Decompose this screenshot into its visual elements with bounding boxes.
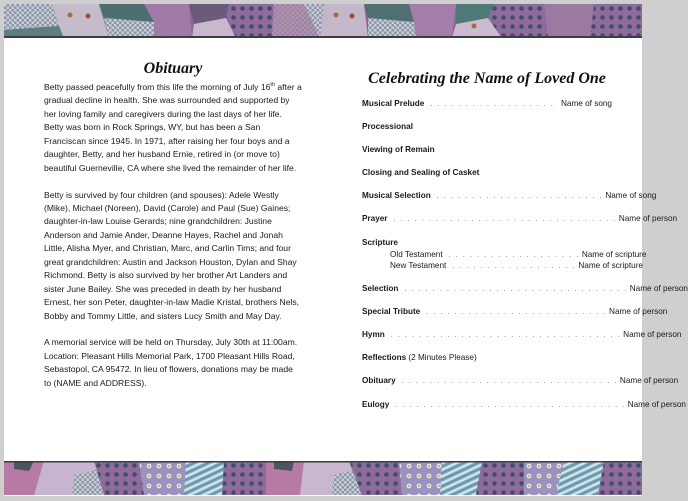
- item-label: Musical Selection: [362, 191, 431, 201]
- item-label: Scripture: [362, 237, 398, 247]
- item-value: Name of person: [627, 399, 686, 409]
- sub-item-value: Name of scripture: [578, 260, 643, 270]
- quilt-pattern-bottom: [4, 461, 642, 495]
- sub-item-label: New Testament: [390, 260, 447, 270]
- item-label: Reflections: [362, 353, 407, 363]
- item-label: Special Tribute: [362, 307, 421, 317]
- item-value: Name of person: [629, 284, 688, 294]
- item-value: Name of person: [623, 330, 682, 340]
- item-label: Viewing of Remain: [362, 145, 435, 155]
- item-label: Prayer: [362, 214, 388, 224]
- leader-dots: . . . . . . . . . . . . . . . . . .: [452, 262, 577, 270]
- program-item-musical-prelude: [362, 98, 612, 110]
- leader-dots: . . . . . . . . . . . . . . . . . . . . . . . . . . . . . . . .: [404, 286, 628, 294]
- program-item-eulogy: [362, 399, 686, 411]
- order-of-service: [362, 70, 688, 422]
- program-item-viewing: [362, 144, 612, 156]
- leader-dots: . . . . . . . . . . . . . . . . . . .: [448, 251, 580, 259]
- leader-dots: . . . . . . . . . . . . . . . . . . . . . . . . . . . . . . . . .: [395, 401, 626, 409]
- program-item-hymn: [362, 329, 682, 341]
- program-item-closing-casket: [362, 167, 612, 179]
- item-value: Name of song: [605, 191, 657, 201]
- item-value: Name of person: [609, 307, 668, 317]
- quilt-tile-group: [4, 461, 642, 495]
- sub-item-value: Name of scripture: [581, 249, 647, 259]
- item-label: Musical Prelude: [362, 99, 425, 108]
- leader-dots: . . . . . . . . . . . . . . . . . .: [430, 101, 555, 108]
- program-item-musical-selection: [362, 190, 657, 202]
- obituary-section: [44, 60, 302, 404]
- obituary-title: Obituary: [143, 60, 203, 77]
- leader-dots: . . . . . . . . . . . . . . . . . . . . . . . . . . . . . . . .: [393, 216, 617, 224]
- obituary-paragraph-1: [44, 81, 302, 175]
- program-title: Celebrating the Name of Loved One: [368, 70, 606, 87]
- quilt-border-bottom: [4, 461, 642, 495]
- quilt-border-top: [4, 4, 642, 38]
- quilt-pattern-top: [4, 4, 642, 38]
- program-item-prayer: [362, 213, 678, 225]
- program-item-special-tribute: [362, 306, 668, 318]
- item-label: Eulogy: [362, 399, 390, 409]
- item-label: Processional: [362, 122, 413, 132]
- item-note: (2 Minutes Please): [406, 353, 477, 363]
- leader-dots: . . . . . . . . . . . . . . . . . . . . . . . . . . . . . . . . .: [390, 332, 622, 340]
- item-value: Name of song: [561, 99, 612, 108]
- program-page: [4, 4, 688, 496]
- obituary-paragraph-2: Betty is survived by four children (and spouses): Adele Westly (Mike), Michael (Noreen), David (Carole) and Paul (Sue) Gaines; daughter-in-law Louise Gerards; nine grandchildren: Justine Anderson and Jamie Ander, Deanne Hayes, Rachel and Jonah Little, Alisha Myer, and Christian, Marc, and Carlin Tims; and four great grandchildren: Austin and Jackson Houston, Dylan and Shay Richmond. Betty is also survived by her brother Art Landers and sister June Bailey. She was preceded in death by her husband Ernest, her son Peter, daughter-in-law Madie Kristal, brothers Nels, Bobby and Tommy Little, and sisters Lucy Smith and May Day.: [44, 189, 300, 321]
- item-label: Closing and Sealing of Casket: [362, 168, 480, 178]
- leader-dots: . . . . . . . . . . . . . . . . . . . . . . . .: [436, 193, 604, 201]
- leader-dots: . . . . . . . . . . . . . . . . . . . . . . . . . . . . . . .: [401, 378, 618, 386]
- paragraph-1-rest: after a gradual decline in health. She was surrounded and supported by her loving family and caregivers during the last days of her life. Betty was born in Rock Springs, WY, but has been a San Franciscan since 1945. In 1971, after raising her four boys and a daughter, Betty, and her husband Ernie, retired in (or move to) beautiful Guerneville, CA where she lived the remainder of her life.: [44, 82, 302, 173]
- program-item-obituary: [362, 375, 679, 387]
- quilt-tile-group: [4, 4, 642, 38]
- program-item-selection: [362, 283, 688, 295]
- program-item-scripture: [362, 237, 612, 249]
- item-label: Hymn: [362, 330, 385, 340]
- scripture-old-testament: [362, 249, 647, 260]
- sub-item-label: Old Testament: [390, 249, 443, 259]
- paragraph-1-start: Betty passed peacefully from this life the morning of July 16: [44, 82, 271, 92]
- item-label: Obituary: [362, 376, 396, 386]
- item-label: Selection: [362, 284, 399, 294]
- program-item-processional: [362, 121, 612, 133]
- leader-dots: . . . . . . . . . . . . . . . . . . . . . . . . . .: [426, 309, 608, 317]
- ordinal-suffix: th: [270, 82, 276, 89]
- scripture-new-testament: [362, 260, 643, 271]
- program-item-reflections: [362, 352, 612, 364]
- item-value: Name of person: [619, 376, 679, 386]
- obituary-paragraph-3: A memorial service will be held on Thursday, July 30th at 11:00am. Location: Pleasant Hills Memorial Park, 1700 Pleasant Hills Road, Sebastopol, CA 95472. In lieu of flowers, donations may be made to (NAME and ADDRESS).: [44, 337, 298, 388]
- item-value: Name of person: [618, 214, 678, 224]
